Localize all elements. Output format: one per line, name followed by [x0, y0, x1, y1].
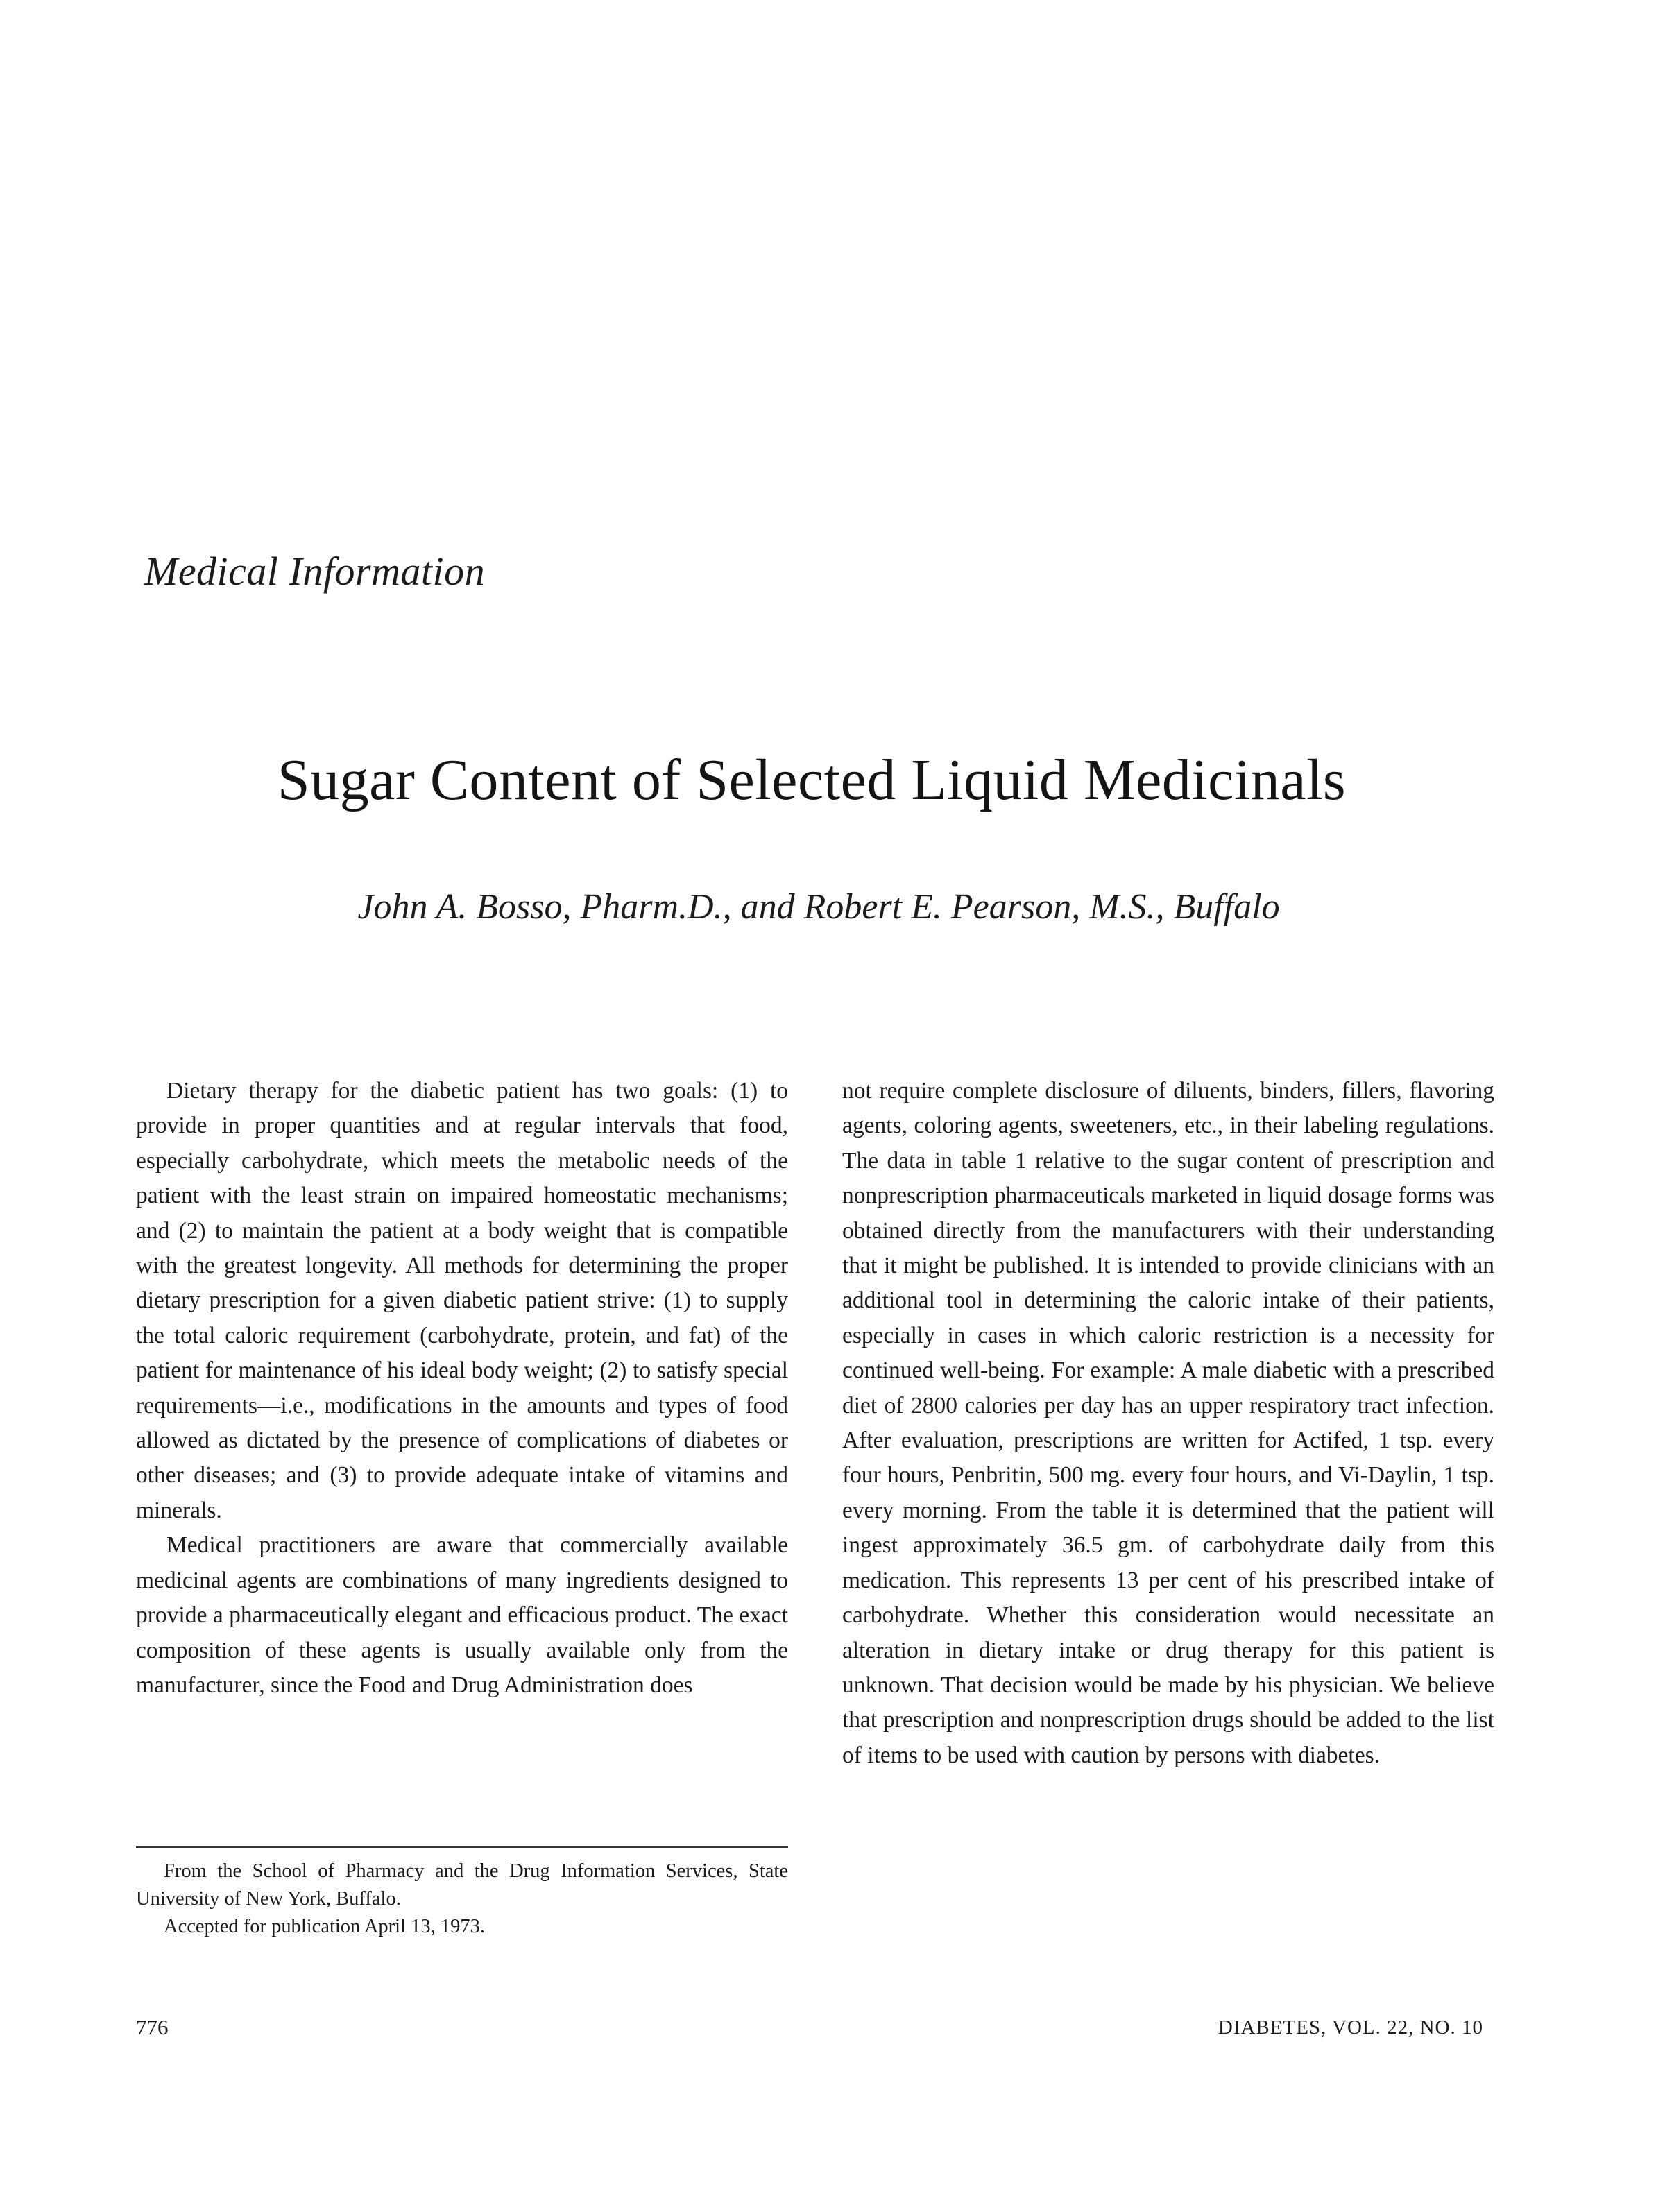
footnotes: [136, 1858, 788, 1941]
paragraph-medical-practitioners: Medical practitioners are aware that commercially available medicinal agents are combinations of many ingredients designed to provide a pharmaceutically elegant and efficacious product. The exact composition of these agents is usually available only from the manufacturer, since the Food and Drug Administration does: [136, 1532, 788, 1698]
section-label: Medical Information: [144, 549, 486, 594]
body-column-left: [136, 1074, 788, 1703]
author-byline: John A. Bosso, Pharm.D., and Robert E. Pearson, M.S., Buffalo: [357, 887, 1280, 927]
footnote-accepted-date: Accepted for publication April 13, 1973.: [164, 1916, 486, 1937]
page-number: 776: [136, 2015, 169, 2039]
body-column-right: [842, 1074, 1494, 1773]
journal-reference: DIABETES, VOL. 22, NO. 10: [1218, 2016, 1483, 2039]
article-title: Sugar Content of Selected Liquid Medicinals: [277, 748, 1347, 813]
paragraph-dietary-therapy: Dietary therapy for the diabetic patient has two goals: (1) to provide in proper quantities and at regular intervals that food, especially carbohydrate, which meets the metabolic needs of the patient with the least strain on impaired homeostatic mechanisms; and (2) to maintain the patient at a body weight that is compatible with the greatest longevity. All methods for determining the proper dietary prescription for a given diabetic patient strive: (1) to supply the total caloric requirement (carbohydrate, protein, and fat) of the patient for maintenance of his ideal body weight; (2) to satisfy special requirements—i.e., modifications in the amounts and types of food allowed as dictated by the presence of complications of diabetes or other diseases; and (3) to provide adequate intake of vitamins and minerals.: [136, 1078, 788, 1523]
paragraph-continuation: not require complete disclosure of diluents, binders, fillers, flavoring agents, coloring agents, sweeteners, etc., in their labeling regulations. The data in table 1 relative to the sugar content of prescription and nonprescription pharmaceuticals marketed in liquid dosage forms was obtained directly from the manufacturers with their understanding that it might be published. It is intended to provide clinicians with an additional tool in determining the caloric intake of their patients, especially in cases in which caloric restriction is a necessity for continued well-being. For example: A male diabetic with a prescribed diet of 2800 calories per day has an upper respiratory tract infection. After evaluation, prescriptions are written for Actifed, 1 tsp. every four hours, Penbritin, 500 mg. every four hours, and Vi-Daylin, 1 tsp. every morning. From the table it is determined that the patient will ingest approximately 36.5 gm. of carbohydrate daily from this medication. This represents 13 per cent of his prescribed intake of carbohydrate. Whether this consideration would necessitate an alteration in dietary intake or drug therapy for this patient is unknown. That decision would be made by his physician. We believe that prescription and nonprescription drugs should be added to the list of items to be used with caution by persons with diabetes.: [842, 1078, 1494, 1768]
footnote-affiliation: From the School of Pharmacy and the Drug Information Services, State University of New York, Buffalo.: [136, 1860, 788, 1910]
footnote-divider: [136, 1846, 788, 1848]
